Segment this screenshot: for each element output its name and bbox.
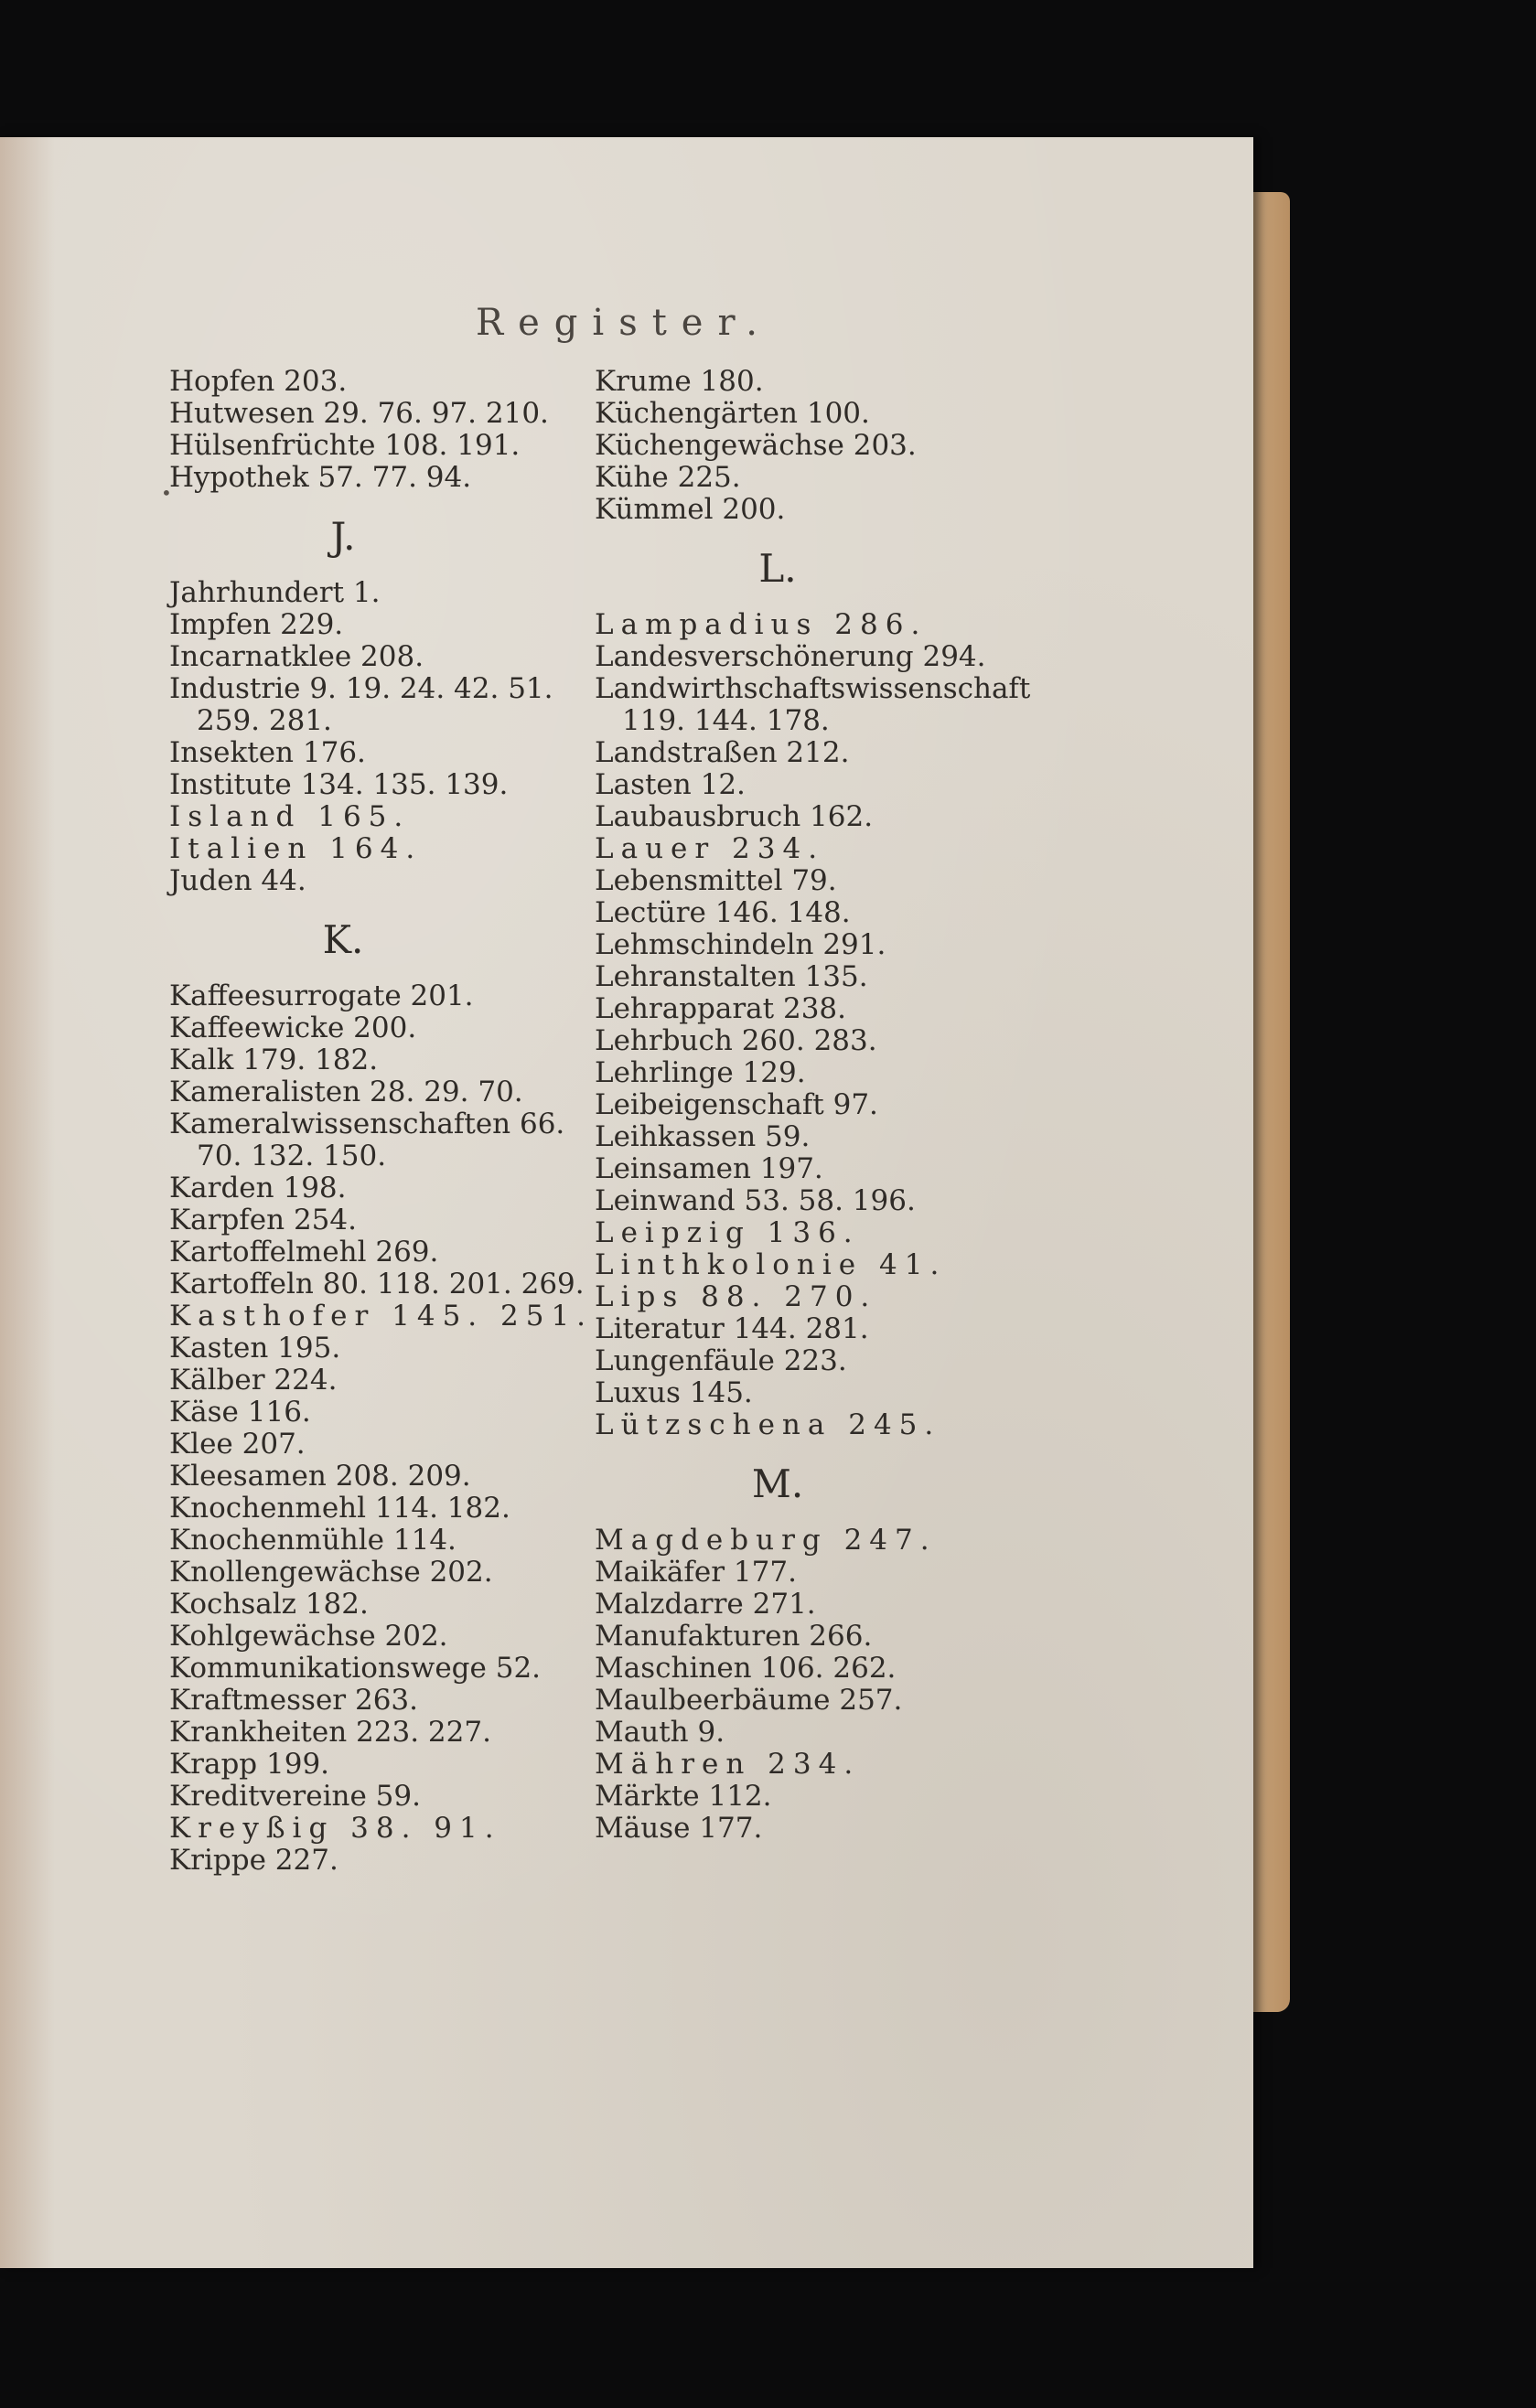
index-entry: Landwirthschaftswissenschaft — [595, 672, 1031, 705]
index-entry: Maikäfer 177. — [595, 1556, 797, 1589]
index-entry: Kreyßig 38. 91. — [169, 1812, 501, 1845]
index-entry: Knochenmühle 114. — [169, 1524, 457, 1557]
index-entry: Küchengärten 100. — [595, 397, 870, 430]
index-entry: Malzdarre 271. — [595, 1588, 816, 1621]
index-entry-continuation: 259. 281. — [197, 704, 332, 737]
index-entry: Magdeburg 247. — [595, 1524, 937, 1557]
index-entry: Leinwand 53. 58. 196. — [595, 1184, 916, 1217]
index-entry: Kohlgewächse 202. — [169, 1620, 448, 1653]
index-column-right — [595, 365, 1031, 1845]
index-entry: Krankheiten 223. 227. — [169, 1716, 491, 1749]
index-entry: Klee 207. — [169, 1428, 306, 1461]
index-entry-continuation: 119. 144. 178. — [622, 704, 830, 737]
index-entry: Lectüre 146. 148. — [595, 896, 851, 929]
index-entry: Lehrbuch 260. 283. — [595, 1024, 877, 1057]
index-column-left — [169, 365, 594, 1877]
section-letter: J. — [330, 514, 356, 559]
index-entry: Literatur 144. 281. — [595, 1312, 869, 1345]
index-entry: Juden 44. — [169, 864, 306, 897]
index-entry: Kalk 179. 182. — [169, 1043, 379, 1076]
index-entry: Käse 116. — [169, 1396, 311, 1429]
index-entry: Hypothek 57. 77. 94. — [169, 461, 472, 494]
index-entry: Krippe 227. — [169, 1844, 338, 1877]
index-entry: Lehmschindeln 291. — [595, 928, 886, 961]
index-entry: Kaffeesurrogate 201. — [169, 979, 474, 1012]
index-entry: Island 165. — [169, 800, 411, 833]
index-entry: Industrie 9. 19. 24. 42. 51. — [169, 672, 553, 705]
index-entry: Kameralisten 28. 29. 70. — [169, 1076, 523, 1108]
index-entry: Mauth 9. — [595, 1716, 725, 1749]
index-entry: Impfen 229. — [169, 608, 344, 641]
index-entry: Krapp 199. — [169, 1748, 330, 1781]
index-entry: Krume 180. — [595, 365, 764, 398]
index-entry: Hülsenfrüchte 108. 191. — [169, 429, 521, 462]
index-entry: Kartoffelmehl 269. — [169, 1236, 439, 1268]
page-title: Register. — [476, 302, 772, 344]
index-entry: Knollengewächse 202. — [169, 1556, 493, 1589]
index-entry: Landesverschönerung 294. — [595, 640, 986, 673]
section-letter: L. — [758, 546, 797, 591]
index-entry: Kälber 224. — [169, 1364, 338, 1397]
index-entry-continuation: 70. 132. 150. — [197, 1140, 387, 1172]
index-entry: Lützschena 245. — [595, 1408, 941, 1441]
index-entry: Lips 88. 270. — [595, 1280, 877, 1313]
index-entry: Maulbeerbäume 257. — [595, 1684, 903, 1717]
index-entry: Insekten 176. — [169, 736, 366, 769]
index-entry: Lauer 234. — [595, 832, 825, 865]
index-entry: Luxus 145. — [595, 1376, 753, 1409]
index-entry: Knochenmehl 114. 182. — [169, 1492, 510, 1525]
index-entry: Lehrlinge 129. — [595, 1056, 806, 1089]
index-entry: Linthkolonie 41. — [595, 1248, 947, 1281]
index-entry: Kühe 225. — [595, 461, 741, 494]
index-entry: Kaffeewicke 200. — [169, 1011, 417, 1044]
section-letter: K. — [322, 917, 364, 962]
index-entry: Karden 198. — [169, 1172, 347, 1204]
index-entry: Kasthofer 145. 251. — [169, 1300, 594, 1332]
page-shading — [0, 137, 55, 2268]
index-entry: Kochsalz 182. — [169, 1588, 369, 1621]
index-entry: Leihkassen 59. — [595, 1120, 811, 1153]
index-entry: Kreditvereine 59. — [169, 1780, 421, 1813]
index-entry: Karpfen 254. — [169, 1204, 357, 1236]
index-entry: Incarnatklee 208. — [169, 640, 424, 673]
index-entry: Laubausbruch 162. — [595, 800, 874, 833]
index-entry: Kleesamen 208. 209. — [169, 1460, 471, 1493]
index-entry: Maschinen 106. 262. — [595, 1652, 897, 1685]
index-entry: Lampadius 286. — [595, 608, 928, 641]
index-entry: Mähren 234. — [595, 1748, 861, 1781]
index-entry: Kasten 195. — [169, 1332, 341, 1365]
index-entry: Märkte 112. — [595, 1780, 772, 1813]
index-entry: Lehrapparat 238. — [595, 992, 847, 1025]
margin-mark: • — [161, 482, 172, 504]
index-entry: Leibeigenschaft 97. — [595, 1088, 878, 1121]
index-entry: Lasten 12. — [595, 768, 746, 801]
index-entry: Leinsamen 197. — [595, 1152, 823, 1185]
section-letter: M. — [751, 1461, 804, 1506]
index-entry: Kartoffeln 80. 118. 201. 269. — [169, 1268, 585, 1300]
index-entry: Lebensmittel 79. — [595, 864, 837, 897]
index-entry: Italien 164. — [169, 832, 423, 865]
index-entry: Landstraßen 212. — [595, 736, 850, 769]
index-entry: Kraftmesser 263. — [169, 1684, 418, 1717]
index-entry: Hopfen 203. — [169, 365, 348, 398]
index-entry: Lungenfäule 223. — [595, 1344, 847, 1377]
index-entry: Küchengewächse 203. — [595, 429, 917, 462]
index-entry: Jahrhundert 1. — [169, 576, 381, 609]
index-entry: Kümmel 200. — [595, 493, 786, 526]
index-entry: Kommunikationswege 52. — [169, 1652, 542, 1685]
index-entry: Kameralwissenschaften 66. — [169, 1108, 565, 1140]
index-entry: Manufakturen 266. — [595, 1620, 873, 1653]
index-entry: Institute 134. 135. 139. — [169, 768, 509, 801]
index-entry: Leipzig 136. — [595, 1216, 860, 1249]
index-entry: Mäuse 177. — [595, 1812, 763, 1845]
index-entry: Hutwesen 29. 76. 97. 210. — [169, 397, 549, 430]
index-entry: Lehranstalten 135. — [595, 960, 868, 993]
